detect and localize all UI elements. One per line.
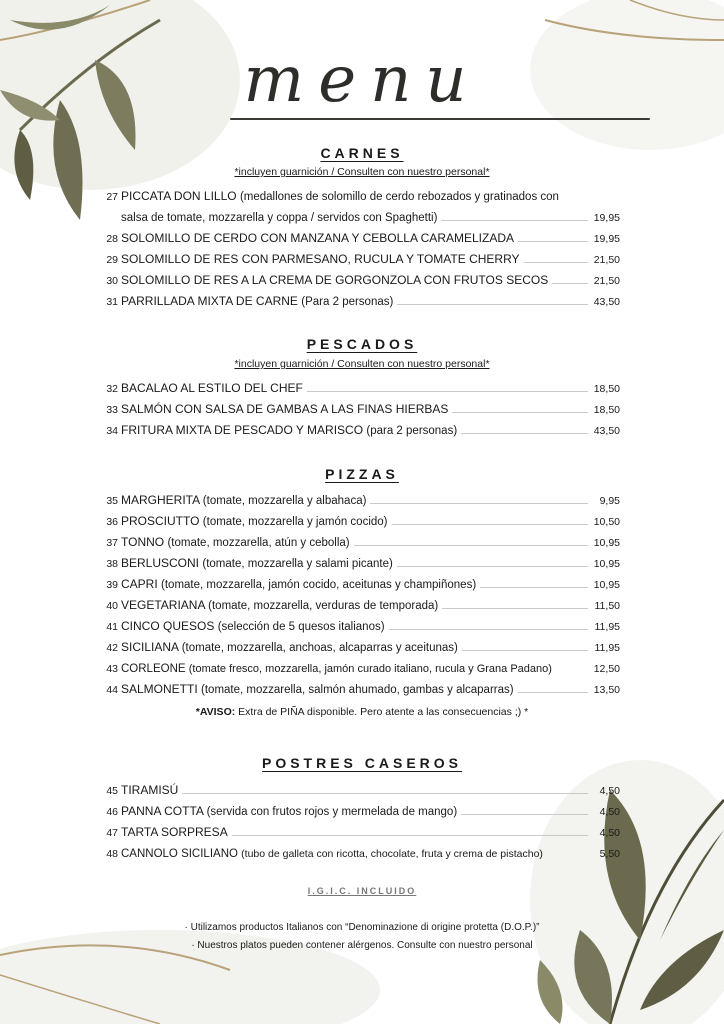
menu-item-42 — [96, 634, 620, 654]
item-number: 41 — [106, 621, 118, 633]
menu-item-36 — [96, 508, 620, 528]
menu-item-33 — [96, 396, 620, 416]
item-price: 4,50 — [599, 785, 620, 797]
item-name: SOLOMILLO DE RES CON PARMESANO, RUCULA Y TOMATE CHERRY — [121, 252, 520, 266]
item-price: 21,50 — [593, 254, 620, 266]
item-number: 35 — [106, 495, 118, 507]
item-name: TONNO (tomate, mozzarella, atún y cebolla) — [121, 535, 350, 549]
item-number: 37 — [106, 537, 118, 549]
menu-item-27-continued — [121, 204, 620, 224]
leader-line — [232, 835, 588, 836]
item-name: SALMÓN CON SALSA DE GAMBAS A LAS FINAS HIERBAS — [121, 402, 449, 416]
footer-dop-note: · Utilizamos productos Italianos con “Denominazione di origine protetta (D.O.P.)” — [184, 922, 540, 933]
menu-item-27 — [96, 183, 620, 203]
pescados-note: *incluyen guarnición / Consulten con nuestro personal* — [234, 358, 490, 370]
item-price: 11,95 — [594, 642, 620, 654]
igic-included: I.G.I.C. INCLUIDO — [307, 886, 417, 896]
item-name: CAPRI (tomate, mozzarella, jamón cocido, aceitunas y champiñones) — [121, 577, 477, 591]
item-price: 43,50 — [593, 425, 620, 437]
item-number: 28 — [106, 233, 118, 245]
item-name: PARRILLADA MIXTA DE CARNE (Para 2 personas) — [121, 294, 394, 308]
section-title-postres: POSTRES CASEROS — [261, 755, 463, 771]
item-number: 39 — [106, 579, 118, 591]
item-description-cont: salsa de tomate, mozzarella y coppa / servidos con Spaghetti) — [121, 212, 438, 224]
menu-item-32 — [96, 375, 620, 395]
menu-item-45 — [96, 777, 620, 797]
item-number: 38 — [106, 558, 118, 570]
item-name: PROSCIUTTO (tomate, mozzarella y jamón cocido) — [121, 514, 388, 528]
leader-line — [397, 566, 588, 567]
section-title-carnes: CARNES — [320, 145, 404, 161]
item-number: 36 — [106, 516, 118, 528]
item-name: BERLUSCONI (tomate, mozzarella y salami picante) — [121, 556, 393, 570]
item-name: CINCO QUESOS (selección de 5 quesos italianos) — [121, 619, 385, 633]
menu-item-29 — [96, 246, 620, 266]
item-price: 12,50 — [593, 663, 620, 675]
leader-line — [389, 629, 588, 630]
menu-item-31 — [96, 288, 620, 308]
item-name: MARGHERITA (tomate, mozzarella y albahaca) — [121, 493, 367, 507]
item-price: 21,50 — [593, 275, 620, 287]
leader-line — [392, 524, 588, 525]
leader-line — [442, 608, 588, 609]
carnes-note: *incluyen guarnición / Consulten con nuestro personal* — [234, 166, 490, 178]
item-number: 30 — [106, 275, 118, 287]
item-name: VEGETARIANA (tomate, mozzarella, verduras de temporada) — [121, 598, 439, 612]
menu-item-47 — [96, 819, 620, 839]
menu-item-34 — [96, 417, 620, 437]
leader-line — [552, 283, 588, 284]
menu-item-43 — [96, 655, 620, 675]
item-name: CORLEONE (tomate fresco, mozzarella, jamón curado italiano, rucula y Grana Padano) — [121, 663, 552, 675]
leader-line — [370, 503, 588, 504]
leader-line — [480, 587, 588, 588]
item-price: 10,95 — [593, 537, 620, 549]
menu-item-46 — [96, 798, 620, 818]
menu-item-48 — [96, 840, 620, 860]
item-number: 46 — [106, 806, 118, 818]
leader-line — [441, 220, 588, 221]
item-price: 11,50 — [594, 600, 620, 612]
item-price: 19,95 — [593, 233, 620, 245]
menu-item-38 — [96, 550, 620, 570]
item-name: SOLOMILLO DE RES A LA CREMA DE GORGONZOLA CON FRUTOS SECOS — [121, 273, 549, 287]
menu-item-39 — [96, 571, 620, 591]
item-number: 44 — [106, 684, 118, 696]
item-name: CANNOLO SICILIANO (tubo de galleta con ricotta, chocolate, fruta y crema de pistacho) — [121, 848, 543, 860]
leader-line — [397, 304, 588, 305]
item-number: 29 — [106, 254, 118, 266]
item-number: 48 — [106, 848, 118, 860]
section-title-pizzas: PIZZAS — [325, 466, 399, 482]
menu-title: menu — [243, 43, 481, 117]
item-name: PANNA COTTA (servida con frutos rojos y mermelada de mango) — [121, 804, 458, 818]
leader-line — [461, 814, 588, 815]
leader-line — [307, 391, 588, 392]
item-number: 31 — [106, 296, 118, 308]
leader-line — [524, 262, 588, 263]
menu-item-44 — [96, 676, 620, 696]
item-name: SALMONETTI (tomate, mozzarella, salmón ahumado, gambas y alcaparras) — [121, 682, 514, 696]
item-price: 4,50 — [599, 806, 620, 818]
menu-item-40 — [96, 592, 620, 612]
leader-line — [462, 650, 588, 651]
item-number: 42 — [106, 642, 118, 654]
footer-allergen-note: · Nuestros platos pueden contener alérgenos. Consulte con nuestro personal — [191, 940, 533, 951]
item-name: TARTA SORPRESA — [121, 825, 228, 839]
item-number: 27 — [106, 191, 118, 203]
item-name: FRITURA MIXTA DE PESCADO Y MARISCO (para 2 personas) — [121, 423, 458, 437]
item-number: 43 — [106, 663, 118, 675]
item-price: 19,95 — [593, 212, 620, 224]
item-price: 10,95 — [593, 558, 620, 570]
title-underline — [230, 118, 650, 120]
item-price: 5,50 — [599, 848, 620, 860]
item-price: 11,95 — [594, 621, 620, 633]
section-title-pescados: PESCADOS — [306, 336, 418, 352]
item-number: 47 — [106, 827, 118, 839]
menu-item-35 — [96, 487, 620, 507]
item-number: 40 — [106, 600, 118, 612]
item-number: 33 — [106, 404, 118, 416]
item-name: SOLOMILLO DE CERDO CON MANZANA Y CEBOLLA CARAMELIZADA — [121, 231, 514, 245]
menu-item-28 — [96, 225, 620, 245]
leader-line — [182, 793, 588, 794]
leader-line — [452, 412, 588, 413]
item-price: 10,50 — [593, 516, 620, 528]
item-name: BACALAO AL ESTILO DEL CHEF — [121, 381, 303, 395]
item-price: 13,50 — [593, 684, 620, 696]
menu-item-30 — [96, 267, 620, 287]
leader-line — [461, 433, 588, 434]
item-name: TIRAMISÚ — [121, 783, 179, 797]
item-name: PICCATA DON LILLO (medallones de solomillo de cerdo rebozados y gratinados con — [121, 189, 559, 203]
leader-line — [518, 692, 588, 693]
item-price: 4,50 — [599, 827, 620, 839]
menu-item-37 — [96, 529, 620, 549]
item-price: 18,50 — [593, 404, 620, 416]
menu-item-41 — [96, 613, 620, 633]
item-name: SICILIANA (tomate, mozzarella, anchoas, alcaparras y aceitunas) — [121, 640, 458, 654]
item-number: 32 — [106, 383, 118, 395]
leader-line — [518, 241, 588, 242]
item-number: 45 — [106, 785, 118, 797]
item-price: 43,50 — [593, 296, 620, 308]
item-price: 18,50 — [593, 383, 620, 395]
leader-line — [354, 545, 588, 546]
item-price: 9,95 — [599, 495, 620, 507]
item-number: 34 — [106, 425, 118, 437]
item-price: 10,95 — [593, 579, 620, 591]
pineapple-notice: *AVISO: Extra de PIÑA disponible. Pero atente a las consecuencias ;) * — [195, 706, 529, 718]
